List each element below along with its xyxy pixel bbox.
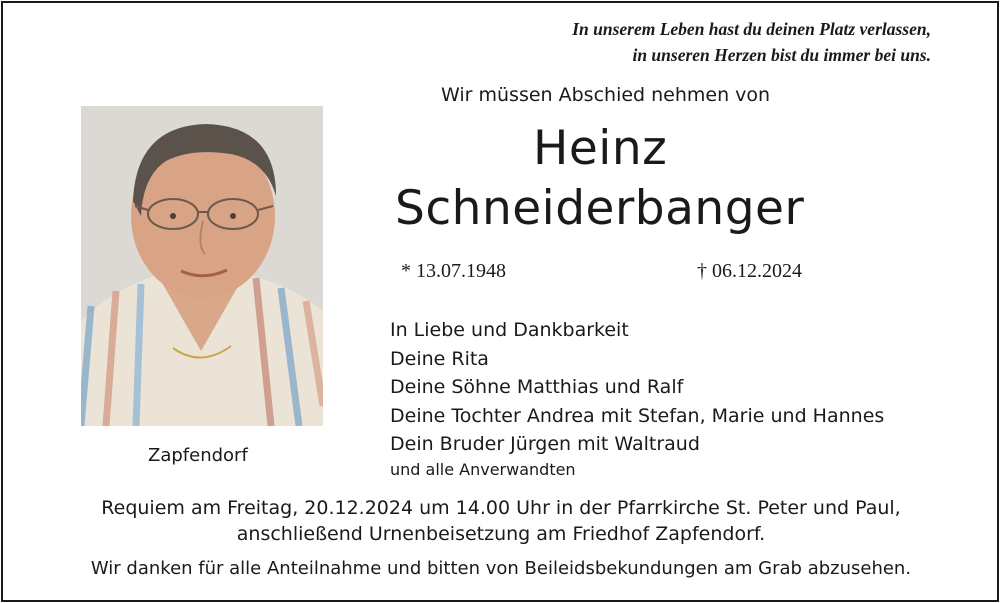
death-date: † 06.12.2024 [697,260,802,282]
requiem-line-2: anschließend Urnenbeisetzung am Friedhof Zapfendorf. [236,523,766,545]
birth-date: * 13.07.1948 [401,260,506,282]
thanks-note: Wir danken für alle Anteilnahme und bitten von Beileidsbekundungen am Grab abzusehen. [90,558,912,579]
mourner-line: Dein Bruder Jürgen mit Waltraud [390,433,700,455]
intro-text: Wir müssen Abschied nehmen von [441,84,771,106]
mourners-heading: In Liebe und Dankbarkeit [390,319,629,341]
mourner-line: Deine Rita [390,347,489,370]
motto-line-2: in unseren Herzen bist du immer bei uns. [632,45,931,65]
obituary-notice [1,1,999,602]
requiem-line-1: Requiem am Freitag, 20.12.2024 um 14.00 Uhr in der Pfarrkirche St. Peter und Paul, [101,497,901,519]
portrait-photo [81,106,323,426]
mourner-line: Deine Söhne Matthias und Ralf [390,376,684,398]
surname: Schneiderbanger [395,181,805,236]
portrait-illustration [81,106,323,426]
mourners-list [390,316,884,481]
mourners-others: und alle Anverwandten [390,459,576,479]
hometown: Zapfendorf [148,445,248,466]
requiem-info [3,495,999,547]
motto-line-1: In unserem Leben hast du deinen Platz verlassen, [572,19,931,39]
mourner-line: Deine Tochter Andrea mit Stefan, Marie und Hannes [390,404,885,427]
given-name: Heinz [533,121,668,176]
